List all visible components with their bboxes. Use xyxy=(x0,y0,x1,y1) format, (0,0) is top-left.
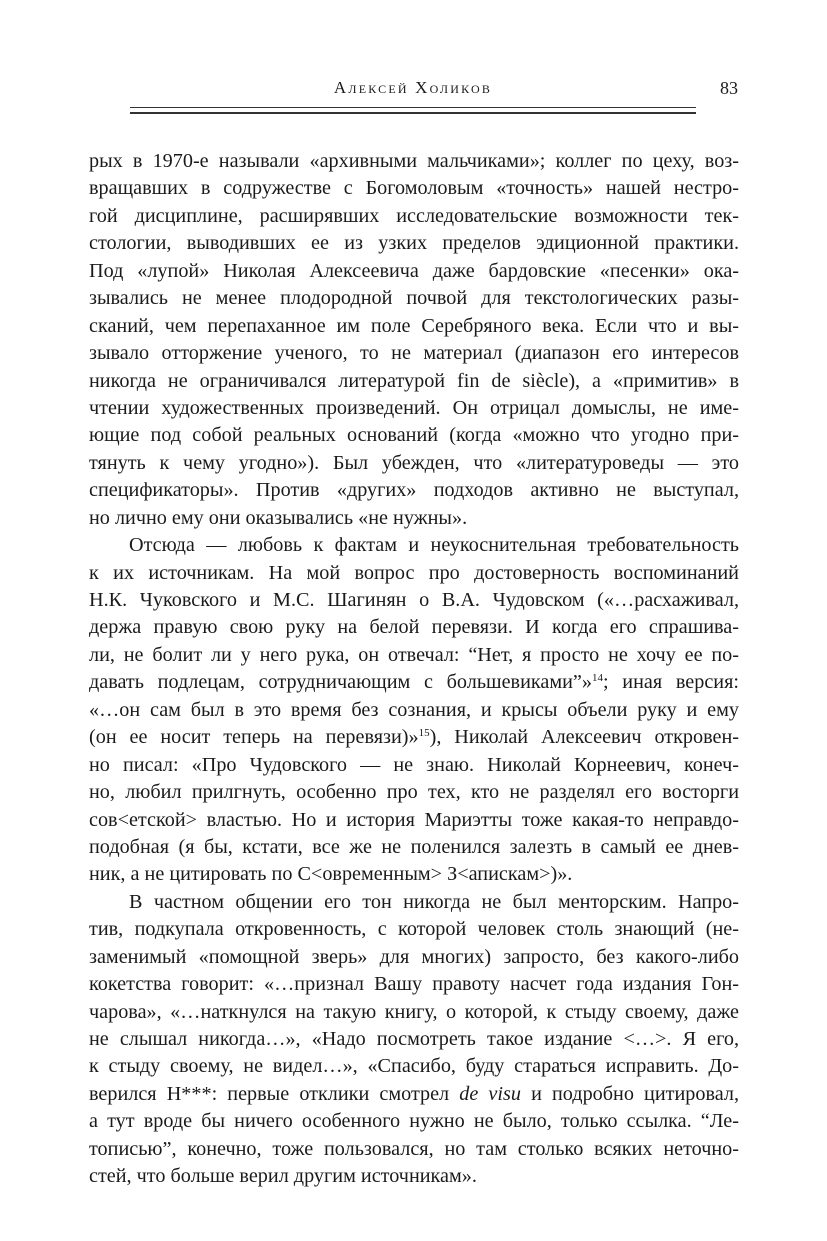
text-line-main: стей, что больше верил другим источникам». xyxy=(89,1165,477,1188)
page-number: 83 xyxy=(720,78,738,98)
text-line xyxy=(89,587,739,614)
text-line xyxy=(89,1108,739,1135)
text-line-tail: ), Николай Алексеевич откровен- xyxy=(429,726,739,749)
text-line-main: (он ее носит теперь на перевязи)» xyxy=(89,726,419,749)
text-line xyxy=(89,532,739,559)
text-line xyxy=(89,971,739,998)
text-line xyxy=(89,724,739,751)
text-line xyxy=(89,1136,739,1163)
text-line-main: к стыду своему, не видел…», «Спасибо, буду стараться исправить. До- xyxy=(89,1055,739,1078)
text-line-tail: и подробно цитировал, xyxy=(520,1082,739,1105)
text-line xyxy=(89,944,739,971)
text-line-main: не слышал никогда…», «Надо посмотреть такое издание <…>. Я его, xyxy=(89,1028,739,1050)
text-line-main: зывались не менее плодородной почвой для текстологических разы- xyxy=(89,287,739,310)
text-line xyxy=(89,697,739,724)
text-line-main: давать подлецам, сотрудничающим с большевиками”» xyxy=(89,671,592,694)
text-line xyxy=(89,285,739,312)
text-line xyxy=(89,450,739,477)
text-line-main: но писал: «Про Чудовского — не знаю. Николай Корнеевич, конеч- xyxy=(89,753,739,776)
text-line xyxy=(89,999,739,1026)
text-line-main: сов<етской> властью. Но и история Мариэтты тоже какая-то неправдо- xyxy=(89,808,739,831)
text-line xyxy=(89,477,739,504)
text-line-main: верился Н***: первые отклики смотрел xyxy=(89,1082,460,1105)
text-line-tail: ; иная версия: xyxy=(602,671,739,694)
text-line xyxy=(89,313,739,340)
text-line xyxy=(89,422,739,449)
text-line xyxy=(89,1026,739,1053)
text-line xyxy=(89,889,739,916)
text-line xyxy=(89,395,739,422)
running-head-author: Алексей Холиков xyxy=(333,78,493,97)
text-line-main: зывало отторжение ученого, то не материал (диапазон его интересов xyxy=(89,342,739,365)
text-line-main: тив, подкупала откровенность, с которой человек столь знающий (не- xyxy=(89,918,739,941)
text-line xyxy=(89,203,739,230)
text-line xyxy=(89,505,739,532)
footnote-ref: 14 xyxy=(591,672,603,685)
text-line-main: «…он сам был в это время без сознания, и крысы объели руку и ему xyxy=(89,698,739,721)
text-line-main: но, любил прилгнуть, особенно про тех, кто не разделял его восторги xyxy=(89,781,739,804)
text-line xyxy=(89,861,739,888)
text-line xyxy=(89,752,739,779)
text-line xyxy=(89,614,739,641)
text-line-main: В частном общении его тон никогда не был менторским. Напро- xyxy=(129,890,739,913)
text-line-main: спецификаторы». Против «других» подходов активно не выступал, xyxy=(89,479,739,502)
text-line-main: тянуть к чему угодно»). Был убежден, что «литературоведы — это xyxy=(89,451,739,474)
text-line-main: сканий, чем перепаханное им поле Серебряного века. Если что и вы- xyxy=(89,314,739,337)
text-line-main: ли, не болит ли у него рука, он отвечал: “Нет, я просто не хочу ее по- xyxy=(89,643,739,666)
text-line xyxy=(89,834,739,861)
text-line-main: а тут вроде бы ничего особенного нужно не было, только ссылка. “Ле- xyxy=(89,1110,739,1133)
text-line-main: держа правую свою руку на белой перевязи. И когда его спрашива- xyxy=(89,616,739,639)
text-line xyxy=(89,148,739,175)
italic-phrase: de visu xyxy=(459,1082,521,1105)
text-line-main: чарова», «…наткнулся на такую книгу, о которой, к стыду своему, даже xyxy=(89,1000,739,1023)
running-head xyxy=(130,78,738,102)
text-line-main: Отсюда — любовь к фактам и неукоснительная требовательность xyxy=(129,534,739,557)
text-line-main: ющие под собой реальных оснований (когда «можно что угодно при- xyxy=(89,424,739,447)
text-line xyxy=(89,340,739,367)
text-line xyxy=(89,175,739,202)
text-line xyxy=(89,368,739,395)
text-line-main: кокетства говорит: «…признал Вашу правоту насчет года издания Гон- xyxy=(89,973,739,996)
text-line-main: гой дисциплине, расширявших исследовательские возможности тек- xyxy=(89,204,739,227)
text-line-main: к их источникам. На мой вопрос про достоверность воспоминаний xyxy=(89,561,739,584)
text-line xyxy=(89,258,739,285)
text-line-main: рых в 1970-е называли «архивными мальчиками»; коллег по цеху, воз- xyxy=(89,150,739,172)
text-line xyxy=(89,642,739,669)
text-line xyxy=(89,1053,739,1080)
text-line xyxy=(89,916,739,943)
text-line-main: тописью”, конечно, тоже пользовался, но там столько всяких неточно- xyxy=(89,1137,739,1160)
text-line-main: заменимый «помощной зверь» для многих) запросто, без какого-либо xyxy=(89,945,739,968)
text-line-main: подобная (я бы, кстати, все же не поленился залезть в самый ее днев- xyxy=(89,835,739,858)
text-line-main: ник, а не цитировать по С<овременным> З<апискам>)». xyxy=(89,863,573,886)
header-rule-thin xyxy=(130,107,696,108)
text-line-main: чтении художественных произведений. Он отрицал домыслы, не име- xyxy=(89,396,739,419)
text-line xyxy=(89,669,739,696)
text-line-main: Н.К. Чуковского и М.С. Шагинян о В.А. Чудовском («…расхаживал, xyxy=(89,589,739,611)
text-line-main: Под «лупой» Николая Алексеевича даже бардовские «песенки» ока- xyxy=(89,259,739,282)
text-line-main: стологии, выводивших ее из узких пределов эдиционной практики. xyxy=(89,232,739,255)
text-line-main: никогда не ограничивался литературой fin de siècle), а «примитив» в xyxy=(89,369,739,392)
text-line-main: но лично ему они оказывались «не нужны». xyxy=(89,506,468,529)
header-rule-thick xyxy=(130,112,696,114)
text-line xyxy=(89,779,739,806)
footnote-ref: 15 xyxy=(418,727,430,740)
text-line xyxy=(89,230,739,257)
text-line xyxy=(89,1081,739,1108)
text-line xyxy=(89,1163,739,1190)
text-line-main: вращавших в содружестве с Богомоловым «точность» нашей нестро- xyxy=(89,177,739,200)
text-line xyxy=(89,560,739,587)
body-text xyxy=(89,148,739,1191)
text-line xyxy=(89,807,739,834)
